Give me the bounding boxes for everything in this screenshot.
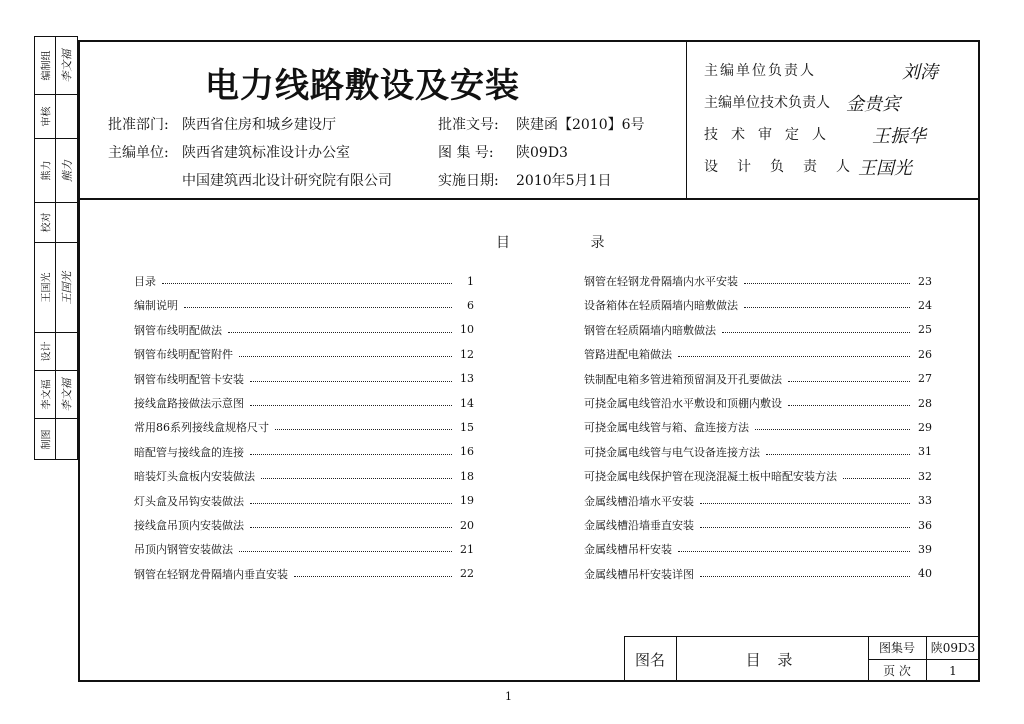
toc-title: 目 录 xyxy=(496,235,643,251)
toc-item-title: 暗装灯头盒板内安装做法 xyxy=(134,470,255,484)
toc-item xyxy=(584,492,932,510)
toc-item-page: 31 xyxy=(918,445,932,459)
toc-item-page: 40 xyxy=(918,567,932,581)
toc-item-page: 1 xyxy=(467,274,474,288)
toc-leader-dots xyxy=(700,526,910,528)
toc-leader-dots xyxy=(239,355,452,357)
approval-dept-label: 批准部门: xyxy=(108,117,169,133)
tb-page-value: 1 xyxy=(949,663,957,678)
atlas-no: 陕09D3 xyxy=(516,145,568,161)
toc-item xyxy=(584,467,932,485)
responsible-signature: 王国光 xyxy=(858,158,912,179)
approval-dept: 陕西省住房和城乡建设厅 xyxy=(182,117,336,133)
toc-item-title: 常用86系列接线盒规格尺寸 xyxy=(134,421,269,435)
toc-item-title: 设备箱体在轻质隔墙内暗敷做法 xyxy=(584,299,738,313)
toc-item-page: 28 xyxy=(918,396,932,410)
toc-item xyxy=(134,272,474,290)
toc-leader-dots xyxy=(722,331,910,333)
toc-item-title: 金属线槽沿墙垂直安装 xyxy=(584,519,694,532)
toc-item-title: 钢管布线明配做法 xyxy=(134,323,222,337)
toc-item-page: 19 xyxy=(460,494,474,508)
toc-item-title: 管路进配电箱做法 xyxy=(584,348,672,362)
footer-mark: 1 xyxy=(505,690,512,703)
toc-item-page: 29 xyxy=(918,420,932,434)
toc-leader-dots xyxy=(250,404,452,406)
toc-item-title: 钢管在轻质隔墙内暗敷做法 xyxy=(584,323,716,337)
toc-item-title: 暗配管与接线盒的连接 xyxy=(134,445,244,459)
editor-unit-1: 陕西省建筑标准设计办公室 xyxy=(182,145,350,161)
responsible-role: 主编单位技术负责人 xyxy=(704,95,830,111)
toc-leader-dots xyxy=(788,380,910,382)
toc-leader-dots xyxy=(678,550,910,552)
toc-item-title: 钢管布线明配管卡安装 xyxy=(134,372,244,386)
toc-item-title: 编制说明 xyxy=(134,299,178,313)
sidebar-label: 编制组 xyxy=(41,50,53,81)
toc-item-page: 27 xyxy=(918,372,932,386)
toc-leader-dots xyxy=(162,282,452,284)
page-title: 电力线路敷设及安装 xyxy=(205,66,520,106)
responsible-role: 设计负责人 xyxy=(704,159,869,175)
sidebar-signature: 李文福 xyxy=(60,378,74,411)
approval-doc-label: 批准文号: xyxy=(438,117,499,133)
toc-item xyxy=(584,345,932,363)
toc-item-page: 15 xyxy=(460,420,474,434)
editor-unit-label: 主编单位: xyxy=(108,145,169,161)
toc-item-page: 22 xyxy=(460,567,474,581)
toc-item-page: 21 xyxy=(460,542,474,556)
sidebar-row xyxy=(35,243,77,333)
toc-item xyxy=(584,418,932,436)
sidebar-label: 制图 xyxy=(41,429,53,449)
atlas-no-label: 图 集 号: xyxy=(438,145,494,161)
toc-item xyxy=(584,321,932,339)
toc-item xyxy=(584,272,932,290)
toc-leader-dots xyxy=(744,306,910,308)
toc-item xyxy=(584,516,932,534)
toc-item xyxy=(584,370,932,388)
toc-item xyxy=(584,540,932,558)
toc-item xyxy=(584,443,932,461)
toc-item-page: 36 xyxy=(918,518,932,532)
toc-item-page: 32 xyxy=(918,469,932,483)
toc-item-page: 16 xyxy=(460,445,474,459)
sidebar-row xyxy=(35,371,77,419)
toc-leader-dots xyxy=(700,575,910,577)
toc-item xyxy=(584,394,932,412)
toc-item xyxy=(134,418,474,436)
toc-item-title: 接线盒路接做法示意图 xyxy=(134,397,244,410)
sidebar-row xyxy=(35,203,77,243)
toc-leader-dots xyxy=(744,282,910,284)
toc-item-title: 金属线槽吊杆安装详图 xyxy=(584,567,694,581)
responsible-role: 主编单位负责人 xyxy=(704,63,816,79)
toc-item xyxy=(584,296,932,314)
toc-item xyxy=(134,321,474,339)
effective-date: 2010年5月1日 xyxy=(516,173,612,189)
sidebar-label: 熊力 xyxy=(41,160,53,181)
header-vertical-divider xyxy=(686,40,687,198)
responsible-signature: 刘涛 xyxy=(902,62,938,83)
toc-leader-dots xyxy=(250,502,452,504)
tb-atlas-label: 图集号 xyxy=(878,641,915,655)
toc-item xyxy=(134,516,474,534)
toc-item-title: 灯头盒及吊钩安装做法 xyxy=(134,494,244,508)
toc-leader-dots xyxy=(700,502,910,504)
toc-leader-dots xyxy=(843,477,910,479)
tb-atlas-value: 陕09D3 xyxy=(930,641,976,655)
toc-item-page: 20 xyxy=(460,518,474,532)
toc-item-title: 可挠金属电线保护管在现浇混凝土板中暗配安装方法 xyxy=(584,470,837,484)
responsible-role: 技术审定人 xyxy=(704,127,839,143)
toc-leader-dots xyxy=(184,306,452,308)
toc-item xyxy=(134,370,474,388)
sidebar-label: 校对 xyxy=(41,212,53,233)
toc-item-title: 可挠金属电线管沿水平敷设和顶棚内敷设 xyxy=(584,397,782,410)
toc-item-title: 可挠金属电线管与电气设备连接方法 xyxy=(584,445,760,459)
toc-item xyxy=(134,443,474,461)
toc-item-title: 目录 xyxy=(134,275,156,288)
toc-item xyxy=(134,565,474,583)
approval-sidebar xyxy=(34,36,78,460)
toc-leader-dots xyxy=(788,404,910,406)
effective-date-label: 实施日期: xyxy=(438,173,499,189)
toc-item-page: 6 xyxy=(467,298,474,312)
toc-leader-dots xyxy=(250,453,452,455)
toc-item-page: 18 xyxy=(460,469,474,483)
toc-item xyxy=(134,467,474,485)
approval-doc: 陕建函【2010】6号 xyxy=(516,117,645,133)
toc-item-page: 26 xyxy=(918,347,932,361)
toc-item-title: 可挠金属电线管与箱、盒连接方法 xyxy=(584,421,749,435)
sidebar-signature: 熊力 xyxy=(60,159,74,182)
toc-item xyxy=(134,345,474,363)
sidebar-signature: 李文福 xyxy=(60,49,74,82)
toc-item-page: 39 xyxy=(918,542,932,556)
tb-name-label: 图名 xyxy=(634,650,665,669)
sidebar-row xyxy=(35,419,77,459)
toc-leader-dots xyxy=(228,331,452,333)
toc-item xyxy=(134,394,474,412)
toc-item-page: 33 xyxy=(918,494,932,508)
toc-item xyxy=(134,296,474,314)
responsible-signature: 王振华 xyxy=(872,126,926,147)
sidebar-label: 王国光 xyxy=(41,272,53,303)
sidebar-row xyxy=(35,37,77,95)
toc-item-title: 金属线槽吊杆安装 xyxy=(584,543,672,557)
toc-item-title: 钢管在轻钢龙骨隔墙内水平安装 xyxy=(584,275,738,288)
toc-item-title: 钢管在轻钢龙骨隔墙内垂直安装 xyxy=(134,567,288,581)
toc-leader-dots xyxy=(755,428,910,430)
sidebar-row xyxy=(35,95,77,139)
toc-item-title: 钢管布线明配管附件 xyxy=(134,348,233,362)
toc-leader-dots xyxy=(250,526,452,528)
toc-leader-dots xyxy=(250,380,452,382)
toc-item-page: 13 xyxy=(460,372,474,386)
toc-item-title: 铁制配电箱多管进箱预留洞及开孔要做法 xyxy=(584,372,782,386)
sidebar-label: 设计 xyxy=(41,341,53,362)
toc-item-page: 10 xyxy=(460,323,474,337)
toc-item-page: 25 xyxy=(918,323,932,337)
tb-page-label: 页 次 xyxy=(883,664,911,678)
editor-unit-2: 中国建筑西北设计研究院有限公司 xyxy=(182,173,392,189)
sidebar-label: 审核 xyxy=(41,106,53,127)
toc-item xyxy=(134,492,474,510)
toc-item-page: 12 xyxy=(460,347,474,361)
toc-leader-dots xyxy=(275,428,452,430)
toc-leader-dots xyxy=(239,550,452,552)
sidebar-row xyxy=(35,333,77,371)
header-divider xyxy=(78,198,980,200)
toc-leader-dots xyxy=(678,355,910,357)
toc-leader-dots xyxy=(261,477,452,479)
responsible-signature: 金贵宾 xyxy=(846,94,900,115)
toc-item-page: 23 xyxy=(918,274,932,288)
toc-item-title: 接线盒吊顶内安装做法 xyxy=(134,519,244,532)
tb-name: 目 录 xyxy=(745,650,799,669)
sidebar-label: 李文福 xyxy=(41,379,53,410)
toc-item xyxy=(584,565,932,583)
toc-item xyxy=(134,540,474,558)
toc-leader-dots xyxy=(766,453,910,455)
sidebar-row xyxy=(35,139,77,203)
toc-item-title: 金属线槽沿墙水平安装 xyxy=(584,494,694,508)
toc-item-page: 24 xyxy=(918,298,932,312)
toc-item-title: 吊顶内钢管安装做法 xyxy=(134,543,233,557)
sidebar-signature: 王国光 xyxy=(60,271,74,304)
toc-item-page: 14 xyxy=(460,396,474,410)
toc-leader-dots xyxy=(294,575,452,577)
